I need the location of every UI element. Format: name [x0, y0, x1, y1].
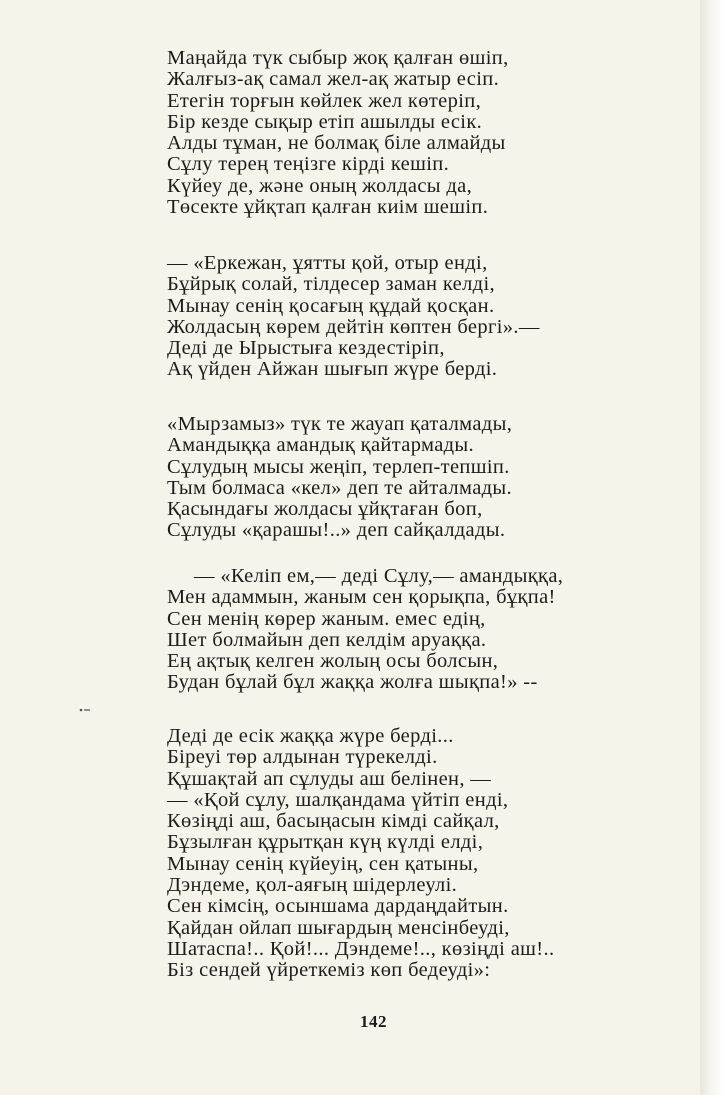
poem-line: Бұйрық солай, тілдесер заман келді,: [167, 273, 495, 296]
stanza: [167, 414, 512, 542]
poem-line: Біреуі төр алдынан түрекелді.: [167, 746, 438, 769]
poem-line: Мынау сенің күйеуің, сен қатыны,: [167, 852, 479, 875]
poem-line: Алды тұман, не болмақ біле алмайды: [167, 132, 506, 155]
poem-line: Қайдан ойлап шығардың менсінбеуді,: [167, 916, 510, 939]
stanza: [167, 726, 554, 982]
poem-line: Сұлу терең теңізге кірді кешіп.: [167, 153, 450, 176]
page-number: 142: [360, 1012, 387, 1031]
print-speck-mark: [79, 707, 91, 713]
poem-line: Сен менің көрер жаным. емес едің,: [167, 607, 486, 630]
poem-line: Мынау сенің қосағың құдай қосқан.: [167, 294, 495, 317]
stanza: [167, 566, 563, 694]
poem-line: Сұлудың мысы жеңіп, терлеп-тепшіп.: [167, 455, 510, 478]
poem-line: Біз сендей үйреткеміз көп бедеуді»:: [167, 959, 491, 982]
poem-line: Деді де Ырыстыға кездестіріп,: [167, 337, 445, 360]
poem-line: Етегін торғын көйлек жел көтеріп,: [167, 89, 482, 112]
poem-line: Деді де есік жаққа жүре берді...: [167, 725, 454, 747]
poem-line: — «Қой сұлу, шалқандама үйтіп енді,: [167, 788, 509, 811]
poem-line: Жалғыз-ақ самал жел-ақ жатыр есіп.: [167, 68, 500, 91]
poem-line: Сұлуды «қарашы!..» деп сайқалдады.: [167, 519, 506, 542]
page-edge: [700, 0, 725, 1095]
poem-line: Төсекте ұйқтап қалған киім шешіп.: [167, 196, 489, 219]
poem-line: Жолдасың көрем дейтін көптен бергі».—: [167, 315, 540, 338]
poem-line: Ең ақтық келген жолың осы болсын,: [167, 650, 499, 673]
poem-line: Күйеу де, және оның жолдасы да,: [167, 174, 473, 197]
poem-line: Маңайда түк сыбыр жоқ қалған өшіп,: [167, 47, 509, 69]
poem-line: — «Еркежан, ұятты қой, отыр енді,: [167, 252, 488, 274]
poem-line: Дэндеме, қол-аяғың шідерлеулі.: [167, 874, 458, 897]
poem-line: Будан бұлай бұл жаққа жолға шықпа!» --: [167, 671, 538, 694]
poem-line: Амандыққа амандық қайтармады.: [167, 434, 475, 457]
poem-line: Ақ үйден Айжан шығып жүре берді.: [167, 358, 498, 381]
poem-line: Мен адаммын, жаным сен қорықпа, бұқпа!: [167, 586, 556, 609]
poem-line: Сен кімсің, осыншама дардаңдайтын.: [167, 895, 509, 918]
stanza: [167, 48, 509, 218]
poem-line: — «Келіп ем,— деді Сұлу,— амандыққа,: [194, 565, 564, 587]
stanza: [167, 253, 540, 381]
poem-line: «Мырзамыз» түк те жауап қаталмады,: [167, 413, 513, 435]
poem-line: Қасындағы жолдасы ұйқтаған боп,: [167, 498, 483, 521]
poem-line: Тым болмаса «кел» деп те айталмады.: [167, 476, 513, 499]
poem-line: Бір кезде сықыр етіп ашылды есік.: [167, 110, 483, 133]
poem-line: Көзіңді аш, басыңасын кімді сайқал,: [167, 810, 500, 833]
poem-line: Бұзылған құрытқан күң күлді елді,: [167, 831, 484, 854]
poem-line: Құшақтай ап сұлуды аш белінен, —: [167, 767, 492, 790]
poem-line: Шатаспа!.. Қой!... Дэндеме!.., көзіңді аш!..: [167, 937, 555, 960]
poem-line: Шет болмайын деп келдім аруаққа.: [167, 628, 487, 651]
